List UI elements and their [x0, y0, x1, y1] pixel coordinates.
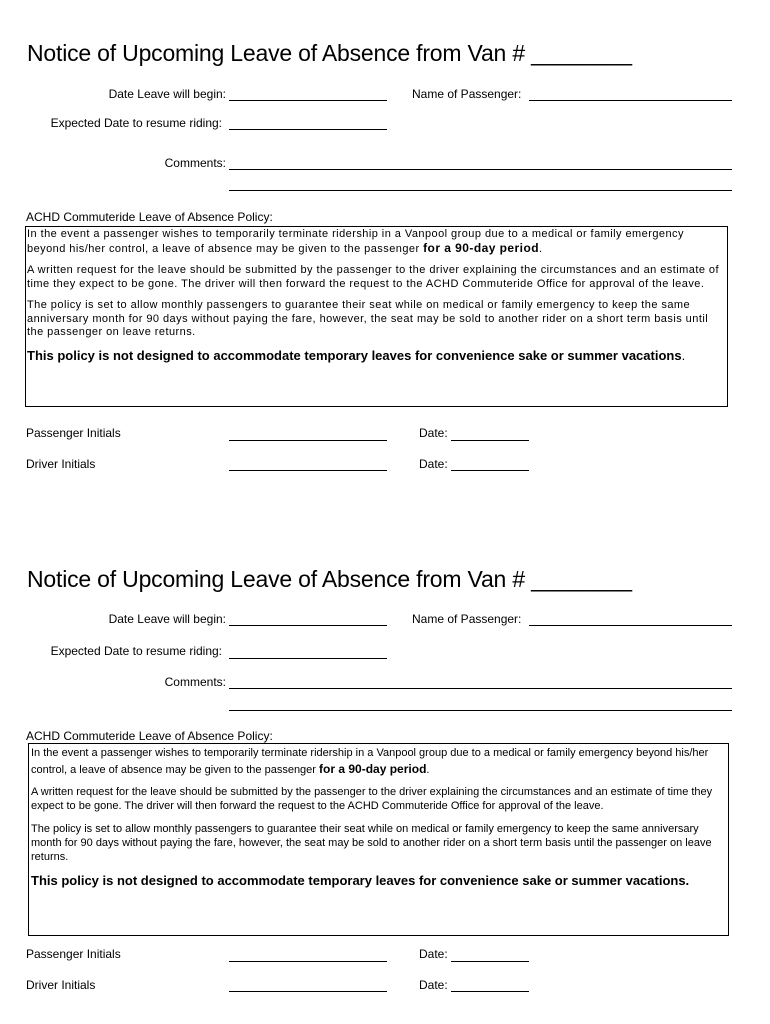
policy-90-day-emphasis: for a 90-day period — [319, 762, 427, 776]
passenger-name-field[interactable] — [529, 100, 732, 101]
policy-heading: ACHD Commuteride Leave of Absence Policy: — [26, 729, 273, 743]
policy-paragraph-2: A written request for the leave should be submitted by the passenger to the driver explaining the circumstances and an estimate of time they expect to be gone. The driver will then forward the request to the ACHD Commuteride Office for approval of the leave. — [31, 786, 713, 812]
driver-date-label: Date: — [419, 457, 448, 471]
date-leave-begin-field[interactable] — [229, 625, 387, 626]
driver-date-label: Date: — [419, 978, 448, 992]
form-title: Notice of Upcoming Leave of Absence from Van # ________ — [27, 566, 632, 592]
comments-field-line-1[interactable] — [229, 169, 732, 170]
passenger-initials-field[interactable] — [229, 961, 387, 962]
comments-label: Comments: — [164, 156, 226, 170]
comments-label: Comments: — [164, 675, 226, 689]
policy-box — [28, 743, 729, 936]
policy-paragraph-1: In the event a passenger wishes to temporarily terminate ridership in a Vanpool group due to a medical or family emergency beyond his/her control, a leave of absence may be given to the passenger for a 90-day period. — [27, 228, 684, 255]
driver-date-field[interactable] — [451, 470, 529, 471]
policy-paragraph-3: The policy is set to allow monthly passengers to guarantee their seat while on medical or family emergency to keep the same anniversary month for 90 days without paying the fare, however, the seat may be sold to another rider on a short term basis until the passenger on leave returns. — [27, 299, 709, 338]
resume-date-field[interactable] — [229, 129, 387, 130]
resume-date-label: Expected Date to resume riding: — [50, 116, 222, 130]
policy-box — [25, 226, 728, 407]
passenger-initials-field[interactable] — [229, 440, 387, 441]
driver-initials-field[interactable] — [229, 470, 387, 471]
policy-paragraph-3: The policy is set to allow monthly passengers to guarantee their seat while on medical or family emergency to keep the same anniversary month for 90 days without paying the fare, however, the seat may be sold to another rider on a short term basis until the passenger on leave returns. — [31, 823, 712, 863]
passenger-date-field[interactable] — [451, 961, 529, 962]
passenger-name-label: Name of Passenger: — [412, 612, 522, 626]
passenger-initials-label: Passenger Initials — [26, 426, 121, 440]
comments-field-line-2[interactable] — [229, 710, 732, 711]
passenger-date-label: Date: — [419, 947, 448, 961]
driver-initials-label: Driver Initials — [26, 457, 96, 471]
policy-note: This policy is not designed to accommodate temporary leaves for convenience sake or summer vacations. — [31, 873, 690, 888]
policy-paragraph-1: In the event a passenger wishes to temporarily terminate ridership in a Vanpool group due to a medical or family emergency beyond his/her control, a leave of absence may be given to the passenger for a 90-day period. — [31, 747, 709, 776]
policy-note: This policy is not designed to accommodate temporary leaves for convenience sake or summer vacations. — [27, 347, 686, 363]
resume-date-label: Expected Date to resume riding: — [50, 644, 222, 658]
passenger-initials-label: Passenger Initials — [26, 947, 121, 961]
date-leave-begin-label: Date Leave will begin: — [108, 612, 226, 626]
date-leave-begin-label: Date Leave will begin: — [108, 87, 226, 101]
comments-field-line-1[interactable] — [229, 688, 732, 689]
passenger-name-field[interactable] — [529, 625, 732, 626]
policy-heading: ACHD Commuteride Leave of Absence Policy: — [26, 210, 273, 224]
driver-date-field[interactable] — [451, 991, 529, 992]
driver-initials-label: Driver Initials — [26, 978, 96, 992]
form-title: Notice of Upcoming Leave of Absence from Van # ________ — [27, 40, 632, 66]
passenger-name-label: Name of Passenger: — [412, 87, 522, 101]
driver-initials-field[interactable] — [229, 991, 387, 992]
comments-field-line-2[interactable] — [229, 190, 732, 191]
passenger-date-label: Date: — [419, 426, 448, 440]
passenger-date-field[interactable] — [451, 440, 529, 441]
policy-paragraph-2: A written request for the leave should be submitted by the passenger to the driver explaining the circumstances and an estimate of time they expect to be gone. The driver will then forward the request to the ACHD Commuteride Office for approval of the leave. — [27, 264, 719, 290]
policy-90-day-emphasis: for a 90-day period — [423, 240, 540, 255]
date-leave-begin-field[interactable] — [229, 100, 387, 101]
resume-date-field[interactable] — [229, 658, 387, 659]
